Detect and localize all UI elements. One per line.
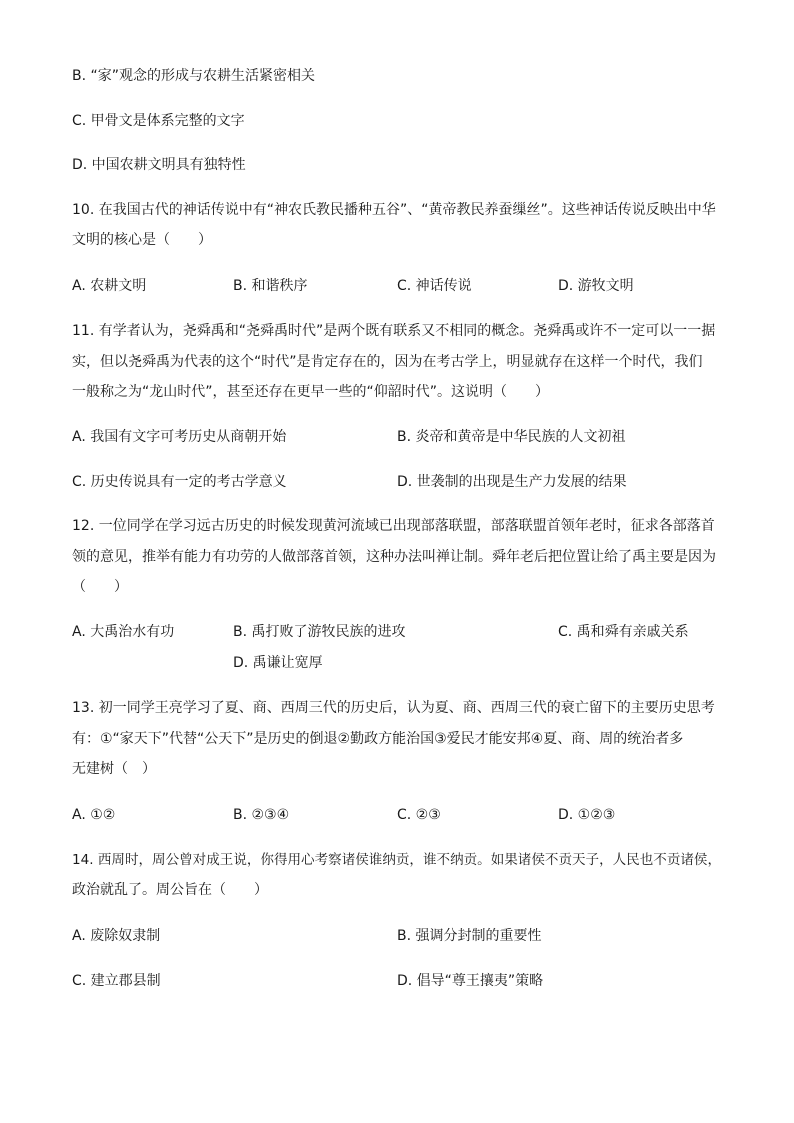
- q14-option-b: B. 强调分封制的重要性: [397, 928, 542, 944]
- q13-stem-line-1: 13. 初一同学王亮学习了夏、商、西周三代的历史后，认为夏、商、西周三代的衰亡留下的主要历史思考: [72, 700, 715, 716]
- q12-option-b: B. 禹打败了游牧民族的进攻: [233, 624, 406, 640]
- q14-option-c: C. 建立郡县制: [72, 973, 161, 989]
- q14-option-d: D. 倡导“尊王攘夷”策略: [397, 973, 544, 989]
- q12-option-d: D. 禹谦让宽厚: [233, 655, 323, 671]
- q12-stem-line-3: （ ）: [72, 579, 128, 595]
- q10-option-a: A. 农耕文明: [72, 278, 147, 294]
- q9-option-b: B. “家”观念的形成与农耕生活紧密相关: [72, 68, 316, 84]
- q9-option-d: D. 中国农耕文明具有独特性: [72, 157, 246, 173]
- q13-option-c: C. ②③: [397, 807, 441, 823]
- q10-option-b: B. 和谐秩序: [233, 278, 308, 294]
- q13-stem-line-2: 有：①“家天下”代替“公天下”是历史的倒退②勤政方能治国③爱民才能安邦④夏、商、周的统治者多: [72, 731, 684, 747]
- q10-stem-line-2: 文明的核心是（ ）: [72, 232, 212, 248]
- q11-option-c: C. 历史传说具有一定的考古学意义: [72, 474, 287, 490]
- q13-option-d: D. ①②③: [558, 807, 616, 823]
- q11-stem-line-3: 一般称之为“龙山时代”，甚至还存在更早一些的“仰韶时代”。这说明（ ）: [72, 384, 550, 400]
- q10-stem-line-1: 10. 在我国古代的神话传说中有“神农氏教民播种五谷”、“黄帝教民养蚕缫丝”。这些神话传说反映出中华: [72, 202, 716, 218]
- q10-option-c: C. 神话传说: [397, 278, 472, 294]
- q14-stem-line-2: 政治就乱了。周公旨在（ ）: [72, 882, 268, 898]
- q13-option-b: B. ②③④: [233, 807, 290, 823]
- q12-option-c: C. 禹和舜有亲戚关系: [558, 624, 689, 640]
- q14-stem-line-1: 14. 西周时，周公曾对成王说，你得用心考察诸侯谁纳贡，谁不纳贡。如果诸侯不贡天子，人民也不贡诸侯，: [72, 852, 722, 868]
- q14-option-a: A. 废除奴隶制: [72, 928, 161, 944]
- q13-option-a: A. ①②: [72, 807, 116, 823]
- q12-option-a: A. 大禹治水有功: [72, 624, 175, 640]
- q11-option-d: D. 世袭制的出现是生产力发展的结果: [397, 474, 627, 490]
- q11-option-a: A. 我国有文字可考历史从商朝开始: [72, 429, 287, 445]
- q13-stem-line-3: 无建树（ ）: [72, 761, 156, 777]
- q11-stem-line-2: 实，但以尧舜禹为代表的这个“时代”是肯定存在的，因为在考古学上，明显就存在这样一个时代，我们: [72, 354, 703, 370]
- q12-stem-line-2: 领的意见，推举有能力有功劳的人做部落首领，这种办法叫禅让制。舜年老后把位置让给了禹主要是因为: [72, 549, 716, 565]
- q11-option-b: B. 炎帝和黄帝是中华民族的人文初祖: [397, 429, 626, 445]
- q10-option-d: D. 游牧文明: [558, 278, 634, 294]
- q11-stem-line-1: 11. 有学者认为，尧舜禹和“尧舜禹时代”是两个既有联系又不相同的概念。尧舜禹或许不一定可以一一据: [72, 323, 716, 339]
- q9-option-c: C. 甲骨文是体系完整的文字: [72, 113, 245, 129]
- q12-stem-line-1: 12. 一位同学在学习远古历史的时候发现黄河流域已出现部落联盟，部落联盟首领年老时，征求各部落首: [72, 518, 715, 534]
